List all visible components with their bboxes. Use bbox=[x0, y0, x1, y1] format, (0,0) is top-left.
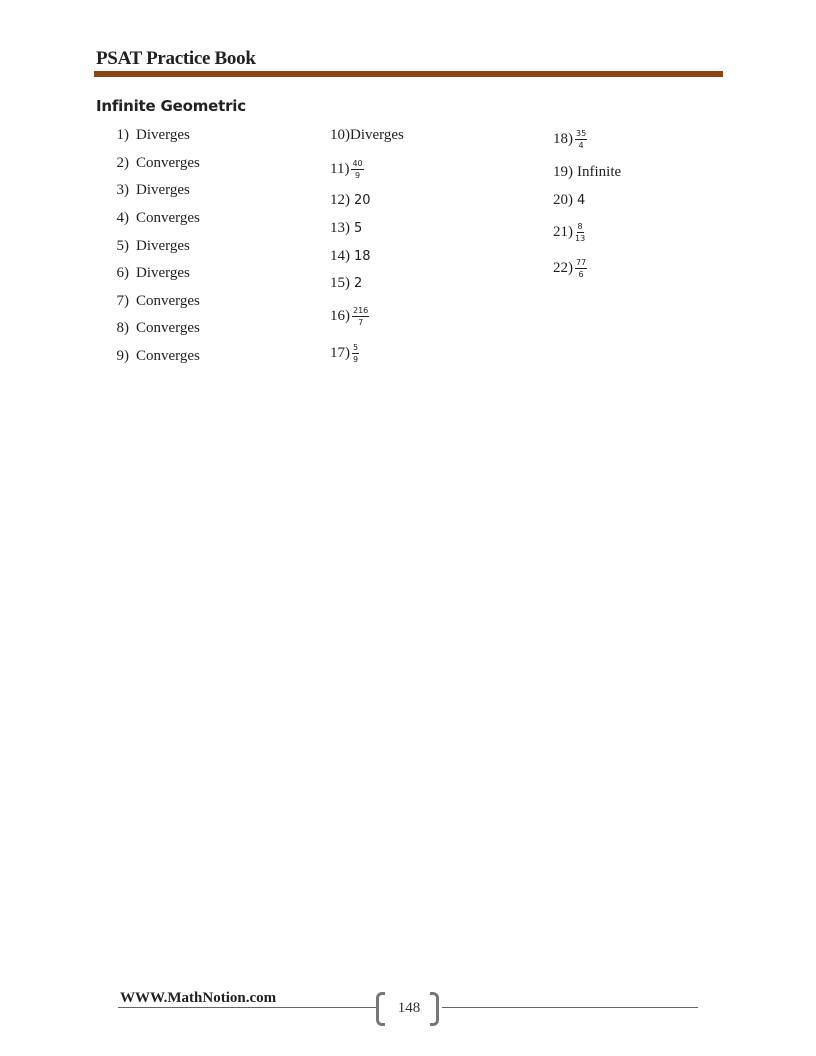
answer-text: 18 bbox=[354, 248, 371, 264]
answer-number: 17) bbox=[330, 344, 350, 361]
fraction-numerator: 8 bbox=[577, 221, 583, 231]
footer-divider-left bbox=[118, 1007, 376, 1008]
answer-item bbox=[553, 162, 621, 182]
answer-item bbox=[330, 304, 369, 328]
answer-text: Diverges bbox=[136, 126, 190, 143]
answer-text: Converges bbox=[136, 319, 200, 336]
fraction-denominator: 13 bbox=[575, 233, 586, 243]
answer-item bbox=[330, 218, 362, 238]
fraction-denominator: 9 bbox=[353, 354, 359, 364]
answer-number: 1) bbox=[116, 126, 129, 143]
answer-fraction bbox=[351, 159, 363, 180]
answer-item bbox=[96, 208, 200, 228]
answer-number: 20) bbox=[553, 191, 573, 208]
answer-text: Converges bbox=[136, 209, 200, 226]
answer-number: 8) bbox=[116, 319, 129, 336]
answer-item bbox=[330, 246, 371, 266]
section-title: Infinite Geometric bbox=[96, 97, 246, 115]
fraction-denominator: 7 bbox=[358, 317, 364, 327]
answer-text: Converges bbox=[136, 292, 200, 309]
answer-text: 2 bbox=[354, 275, 363, 291]
answer-item bbox=[553, 256, 587, 280]
answer-number: 12) bbox=[330, 191, 350, 208]
fraction-denominator: 9 bbox=[355, 170, 361, 180]
page-header-title: PSAT Practice Book bbox=[96, 48, 256, 69]
answer-number: 18) bbox=[553, 130, 573, 147]
answer-item bbox=[96, 236, 190, 256]
answer-text: Diverges bbox=[136, 264, 190, 281]
answer-item bbox=[330, 273, 362, 293]
answer-text: Diverges bbox=[136, 237, 190, 254]
fraction-denominator: 6 bbox=[578, 269, 584, 279]
answer-text: Infinite bbox=[577, 163, 622, 180]
answer-text: 5 bbox=[354, 220, 363, 236]
answer-number: 16) bbox=[330, 307, 350, 324]
fraction-numerator: 35 bbox=[576, 128, 587, 138]
answer-item bbox=[96, 125, 190, 145]
answer-number: 11) bbox=[330, 160, 350, 177]
answer-text: Diverges bbox=[350, 126, 404, 143]
footer-website: WWW.MathNotion.com bbox=[120, 990, 277, 1006]
answer-fraction bbox=[575, 222, 585, 243]
page-number: 148 bbox=[397, 999, 421, 1016]
answer-number: 3) bbox=[116, 181, 129, 198]
answer-text: Converges bbox=[136, 347, 200, 364]
answer-item bbox=[330, 190, 371, 210]
answer-text: Diverges bbox=[136, 181, 190, 198]
answer-item bbox=[553, 190, 585, 210]
answer-number: 6) bbox=[116, 264, 129, 281]
answer-item bbox=[553, 127, 587, 151]
fraction-numerator: 77 bbox=[576, 257, 587, 267]
answer-fraction bbox=[352, 306, 369, 327]
answer-fraction bbox=[352, 343, 359, 364]
fraction-numerator: 5 bbox=[353, 342, 359, 352]
fraction-numerator: 216 bbox=[353, 305, 369, 315]
answer-number: 22) bbox=[553, 259, 573, 276]
answer-item bbox=[330, 157, 364, 181]
answer-item bbox=[96, 318, 200, 338]
answer-fraction bbox=[575, 129, 587, 150]
right-brace-icon bbox=[430, 992, 439, 1026]
answer-item bbox=[330, 341, 359, 365]
answer-text: Converges bbox=[136, 154, 200, 171]
footer-divider-right bbox=[442, 1007, 698, 1008]
answer-text: 4 bbox=[577, 192, 586, 208]
answer-item bbox=[96, 291, 200, 311]
answer-number: 19) bbox=[553, 163, 573, 180]
fraction-numerator: 40 bbox=[352, 158, 363, 168]
answer-number: 15) bbox=[330, 274, 350, 291]
fraction-denominator: 4 bbox=[578, 140, 584, 150]
answer-number: 9) bbox=[116, 347, 129, 364]
answer-number: 21) bbox=[553, 223, 573, 240]
header-divider bbox=[94, 71, 723, 77]
answer-number: 5) bbox=[116, 237, 129, 254]
answer-number: 2) bbox=[116, 154, 129, 171]
answer-text: 20 bbox=[354, 192, 371, 208]
answer-fraction bbox=[575, 258, 587, 279]
answer-number: 4) bbox=[116, 209, 129, 226]
answer-item bbox=[96, 180, 190, 200]
answer-number: 7) bbox=[116, 292, 129, 309]
answer-item bbox=[96, 263, 190, 283]
answer-number: 13) bbox=[330, 219, 350, 236]
answer-item bbox=[330, 125, 404, 145]
answer-number: 14) bbox=[330, 247, 350, 264]
answer-item bbox=[96, 153, 200, 173]
answer-number: 10) bbox=[330, 126, 350, 143]
answer-item bbox=[553, 220, 585, 244]
answer-item bbox=[96, 346, 200, 366]
